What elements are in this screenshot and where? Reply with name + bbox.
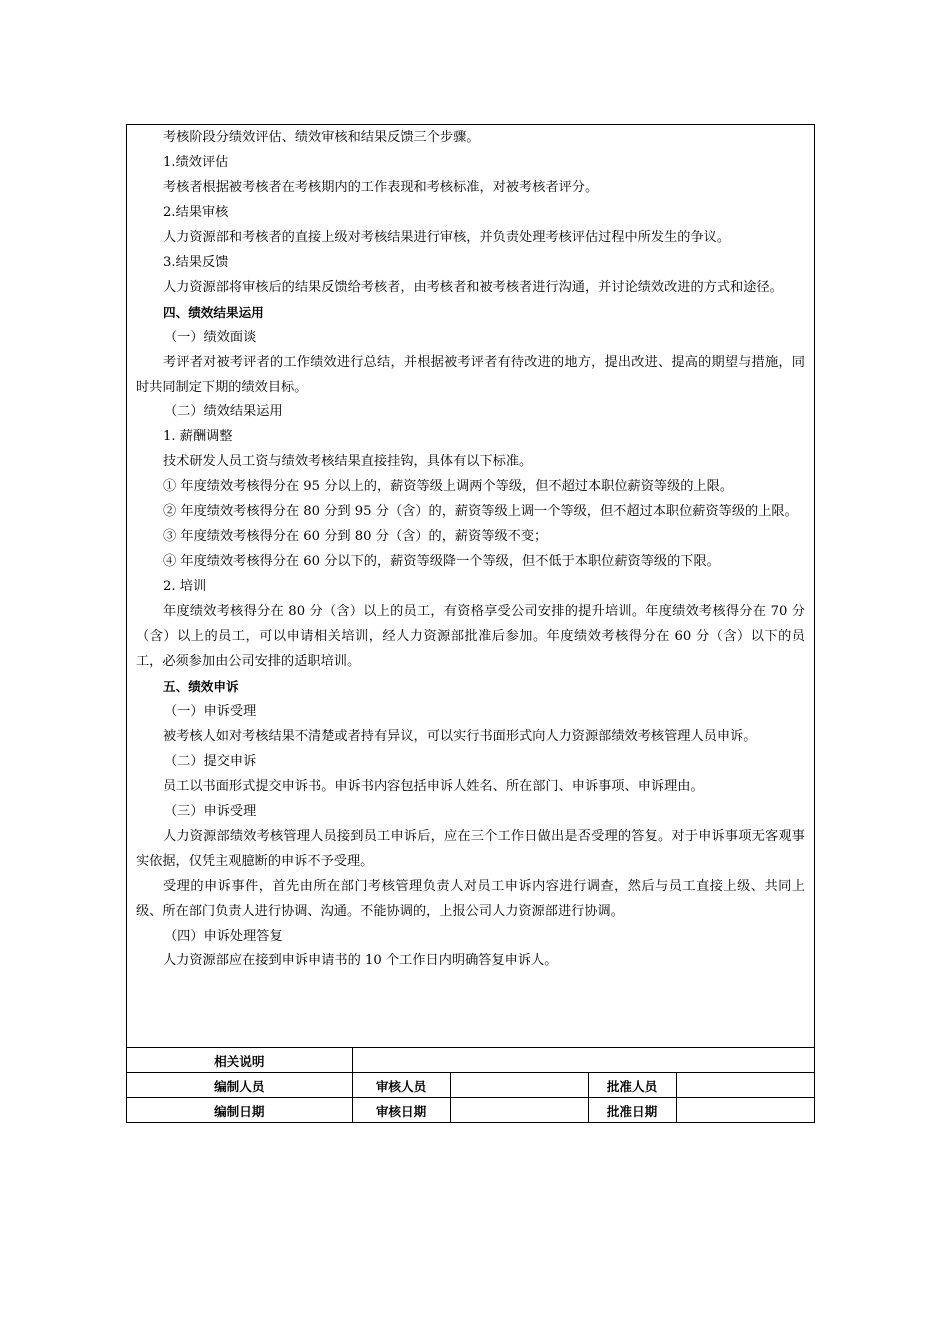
body-paragraph: 人力资源部和考核者的直接上级对考核结果进行审核，并负责处理考核评估过程中所发生的争议。 — [163, 229, 731, 245]
body-paragraph: ② 年度绩效考核得分在 80 分到 95 分（含）的，薪资等级上调一个等级，但不超过本职位薪资等级的上限。 — [163, 504, 798, 520]
related-notes-row — [127, 1048, 814, 1073]
subsection-heading: （二）绩效结果运用 — [164, 404, 283, 420]
section-heading: 四、绩效结果运用 — [163, 304, 264, 320]
body-paragraph: 人力资源部绩效考核管理人员接到员工申诉后，应在三个工作日做出是否受理的答复。对于申诉事项无客观事实依据，仅凭主观臆断的申诉不予受理。 — [136, 828, 805, 869]
body-paragraph: 3.结果反馈 — [163, 254, 229, 270]
body-paragraph: 受理的申诉事件，首先由所在部门考核管理负责人对员工申诉内容进行调查，然后与员工直接上级、共同上级、所在部门负责人进行协调、沟通。不能协调的，上报公司人力资源部进行协调。 — [136, 878, 805, 919]
subsection-heading: （二）提交申诉 — [164, 753, 257, 769]
subsection-heading: （三）申诉受理 — [164, 803, 257, 819]
body-paragraph: 考核者根据被考核者在考核期内的工作表现和考核标准，对被考核者评分。 — [163, 179, 599, 195]
section-heading: 五、绩效申诉 — [163, 678, 239, 694]
body-paragraph: 2. 培训 — [163, 579, 207, 595]
approver-value — [676, 1073, 814, 1098]
compile-date-label: 编制日期 — [127, 1098, 352, 1123]
body-paragraph: ④ 年度绩效考核得分在 60 分以下的，薪资等级降一个等级，但不低于本职位薪资等级的下限。 — [163, 554, 720, 570]
signoff-table — [127, 1047, 814, 1122]
dates-row — [127, 1098, 814, 1123]
body-paragraph: 考评者对被考评者的工作绩效进行总结，并根据被考评者有待改进的地方，提出改进、提高的期望与措施，同时共同制定下期的绩效目标。 — [136, 354, 805, 395]
subsection-heading: （四）申诉处理答复 — [164, 928, 283, 944]
approve-date-label: 批准日期 — [588, 1098, 676, 1123]
body-paragraph: 2.结果审核 — [163, 204, 229, 220]
body-paragraph: 人力资源部将审核后的结果反馈给考核者，由考核者和被考核者进行沟通，并讨论绩效改进的方式和途径。 — [163, 279, 783, 295]
body-paragraph: 技术研发人员工资与绩效考核结果直接挂钩，具体有以下标准。 — [163, 454, 533, 470]
related-notes-label: 相关说明 — [127, 1048, 352, 1073]
reviewer-label: 审核人员 — [352, 1073, 450, 1098]
reviewer-value — [450, 1073, 588, 1098]
body-paragraph: 1.绩效评估 — [163, 154, 229, 170]
subsection-heading: （一）绩效面谈 — [164, 329, 257, 345]
body-paragraph: 被考核人如对考核结果不清楚或者持有异议，可以实行书面形式向人力资源部绩效考核管理人员申诉。 — [163, 728, 757, 744]
document-body — [127, 125, 814, 1047]
review-date-label: 审核日期 — [352, 1098, 450, 1123]
body-paragraph: 员工以书面形式提交申诉书。申诉书内容包括申诉人姓名、所在部门、申诉事项、申诉理由。 — [163, 778, 704, 794]
personnel-row — [127, 1073, 814, 1098]
subsection-heading: （一）申诉受理 — [164, 703, 257, 719]
body-paragraph: ① 年度绩效考核得分在 95 分以上的，薪资等级上调两个等级，但不超过本职位薪资等级的上限。 — [163, 479, 734, 495]
approve-date-value — [676, 1098, 814, 1123]
body-paragraph: ③ 年度绩效考核得分在 60 分到 80 分（含）的，薪资等级不变； — [163, 529, 548, 545]
body-paragraph: 1. 薪酬调整 — [163, 429, 233, 445]
approver-label: 批准人员 — [588, 1073, 676, 1098]
body-paragraph: 年度绩效考核得分在 80 分（含）以上的员工，有资格享受公司安排的提升培训。年度绩效考核得分在 70 分（含）以上的员工，可以申请相关培训，经人力资源部批准后参加。年度绩效考核得分在 60 分（含）以下的员工，必须参加由公司安排的适职培训。 — [136, 604, 805, 670]
body-paragraph: 考核阶段分绩效评估、绩效审核和结果反馈三个步骤。 — [163, 130, 480, 145]
compiler-label: 编制人员 — [127, 1073, 352, 1098]
review-date-value — [450, 1098, 588, 1123]
body-paragraph: 人力资源部应在接到申诉申请书的 10 个工作日内明确答复申诉人。 — [163, 953, 558, 969]
document-table — [126, 124, 815, 1123]
related-notes-value — [352, 1048, 814, 1073]
